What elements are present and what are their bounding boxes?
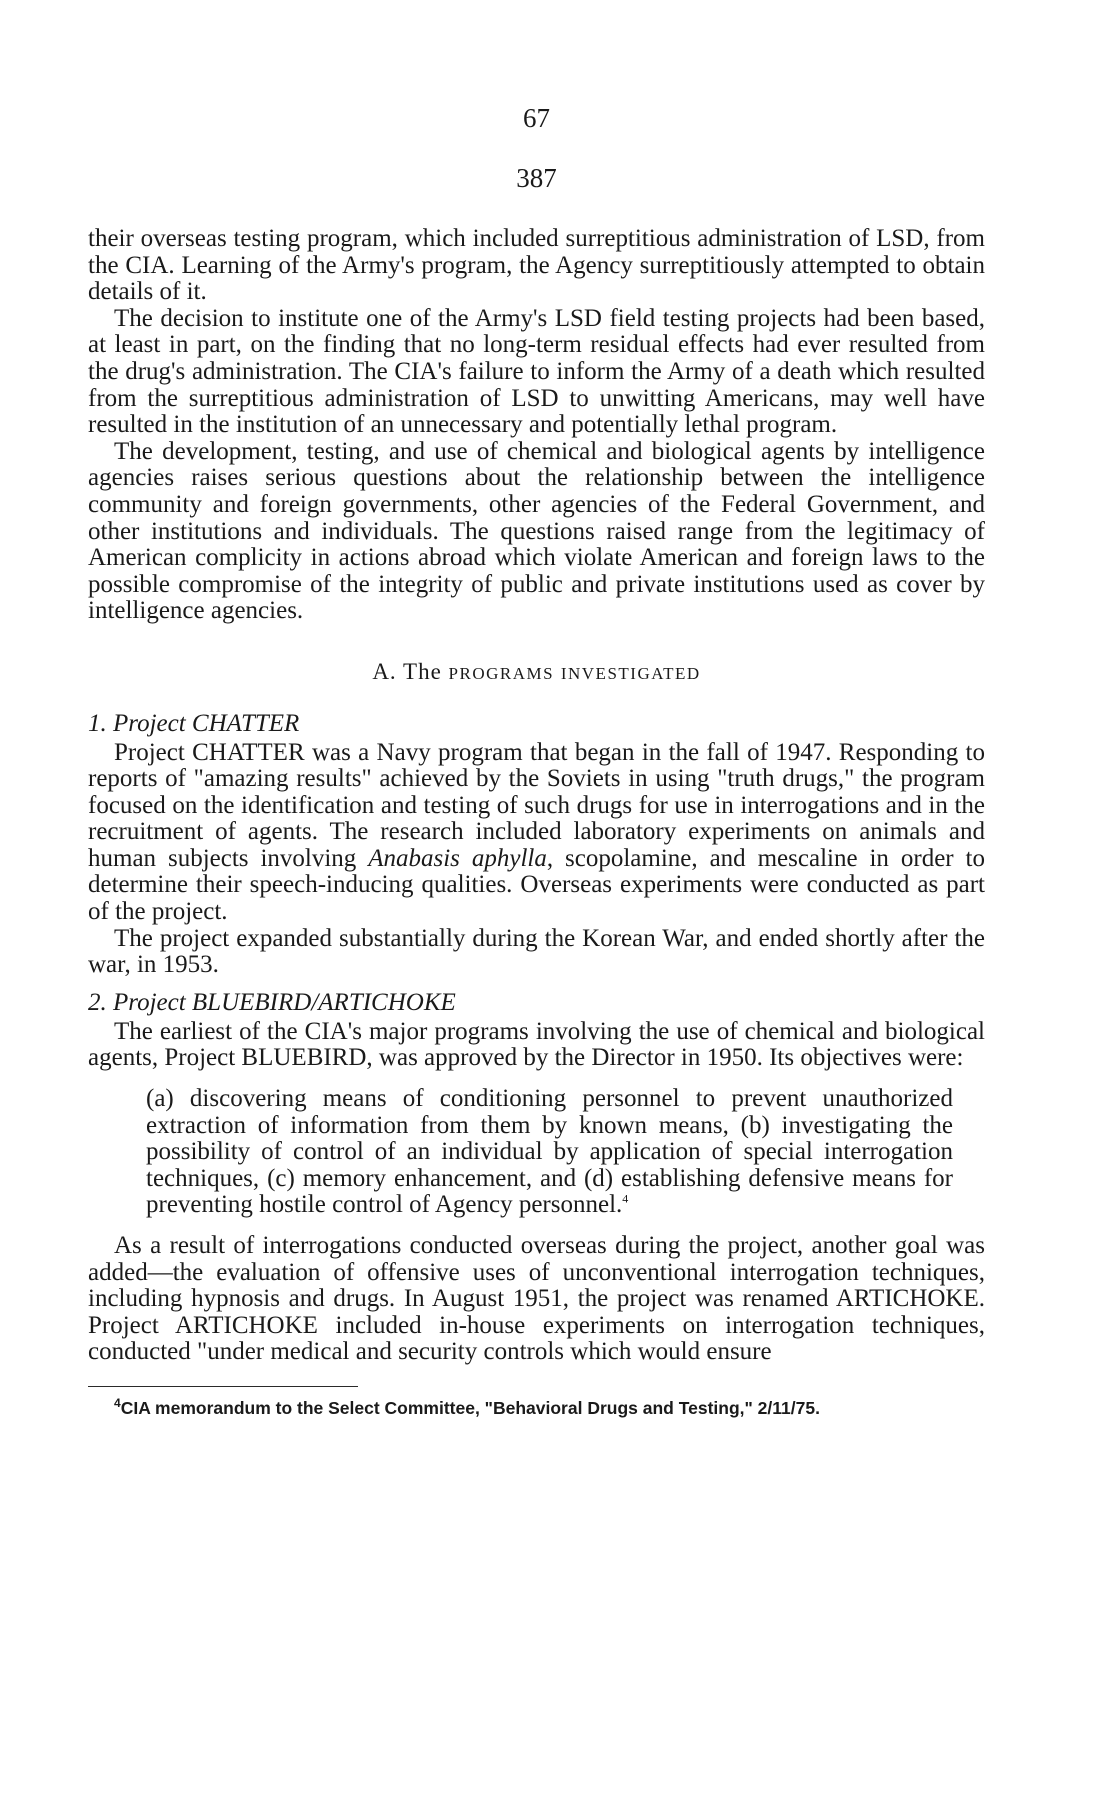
paragraph: The decision to institute one of the Army's LSD field testing projects had been based, at least in part, on the finding that no long-term residual effects had ever resulted from the drug's administration. The CIA's failure to inform the Army of a death which resulted from the surreptitious administration of LSD to unwitting Americans, may well have resulted in the institution of an unnecessary and potentially lethal program. [88,304,985,439]
section-title-the: The [403,658,442,684]
page-number-second: 387 [516,163,557,193]
body-text [88,226,985,1366]
footnote [88,1397,985,1419]
species-name: Anabasis aphylla [368,844,547,872]
footnote-divider [88,1386,358,1387]
paragraph-text: , scopolamine, and mescaline in order to determine their speech-inducing qualities. Overseas experiments were conducted as part of the project. [88,844,985,926]
paragraph [88,740,985,926]
paragraph: The development, testing, and use of chemical and biological agents by intelligence agencies raises serious questions about the relationship between the intelligence community and foreign governments, other agencies of the Federal Government, and other institutions and individuals. The questions raised range from the legitimacy of American complicity in actions abroad which violate American and foreign laws to the possible compromise of the integrity of public and private institutions used as cover by intelligence agencies. [88,437,985,625]
page-number-top: 67 [523,103,550,133]
paragraph: The earliest of the CIA's major programs involving the use of chemical and biological agents, Project BLUEBIRD, was approved by the Director in 1950. Its objectives were: [88,1017,985,1072]
objectives-text [146,1086,953,1219]
section-heading [88,659,985,688]
paragraph: As a result of interrogations conducted overseas during the project, another goal was added—the evaluation of offensive uses of unconventional interrogation techniques, including hypnosis and drugs. In August 1951, the project was renamed ARTICHOKE. Project ARTICHOKE included in-house experiments on interrogation techniques, conducted "under medical and security controls which would ensure [88,1232,985,1366]
footnote-text: CIA memorandum to the Select Committee, "Behavioral Drugs and Testing," 2/11/75. [120,1397,820,1418]
paragraph: The project expanded substantially during the Korean War, and ended shortly after the war, in 1953. [88,924,985,979]
footnote-marker: 4 [114,1396,121,1411]
objectives-block [146,1086,953,1219]
section-title-investigated: INVESTIGATED [560,663,701,683]
footnote-marker: 4 [622,1192,629,1207]
objectives-body: (a) discovering means of conditioning personnel to prevent unauthorized extraction of information from them by known means, (b) investigating the possibility of control of an individual by application of special interrogation techniques, (c) memory enhancement, and (d) establishing defensive means for preventing hostile control of Agency personnel. [146,1085,953,1219]
section-title-programs: PROGRAMS [448,663,555,683]
subsection-heading-chatter: 1. Project CHATTER [88,709,300,737]
paragraph-text: Project CHATTER was a Navy program that began in the fall of 1947. Responding to reports of "amazing results" achieved by the Soviets in using "truth drugs," the program focused on the identification and testing of such drugs for use in interrogations and in the recruitment of agents. The research included laboratory experiments on animals and human subjects involving [88,738,985,872]
paragraph: their overseas testing program, which included surreptitious administration of LSD, from the CIA. Learning of the Army's program, the Agency surreptitiously attempted to obtain details of it. [88,225,985,306]
subsection-heading-bluebird: 2. Project BLUEBIRD/ARTICHOKE [88,988,456,1016]
section-letter: A. [372,658,397,684]
